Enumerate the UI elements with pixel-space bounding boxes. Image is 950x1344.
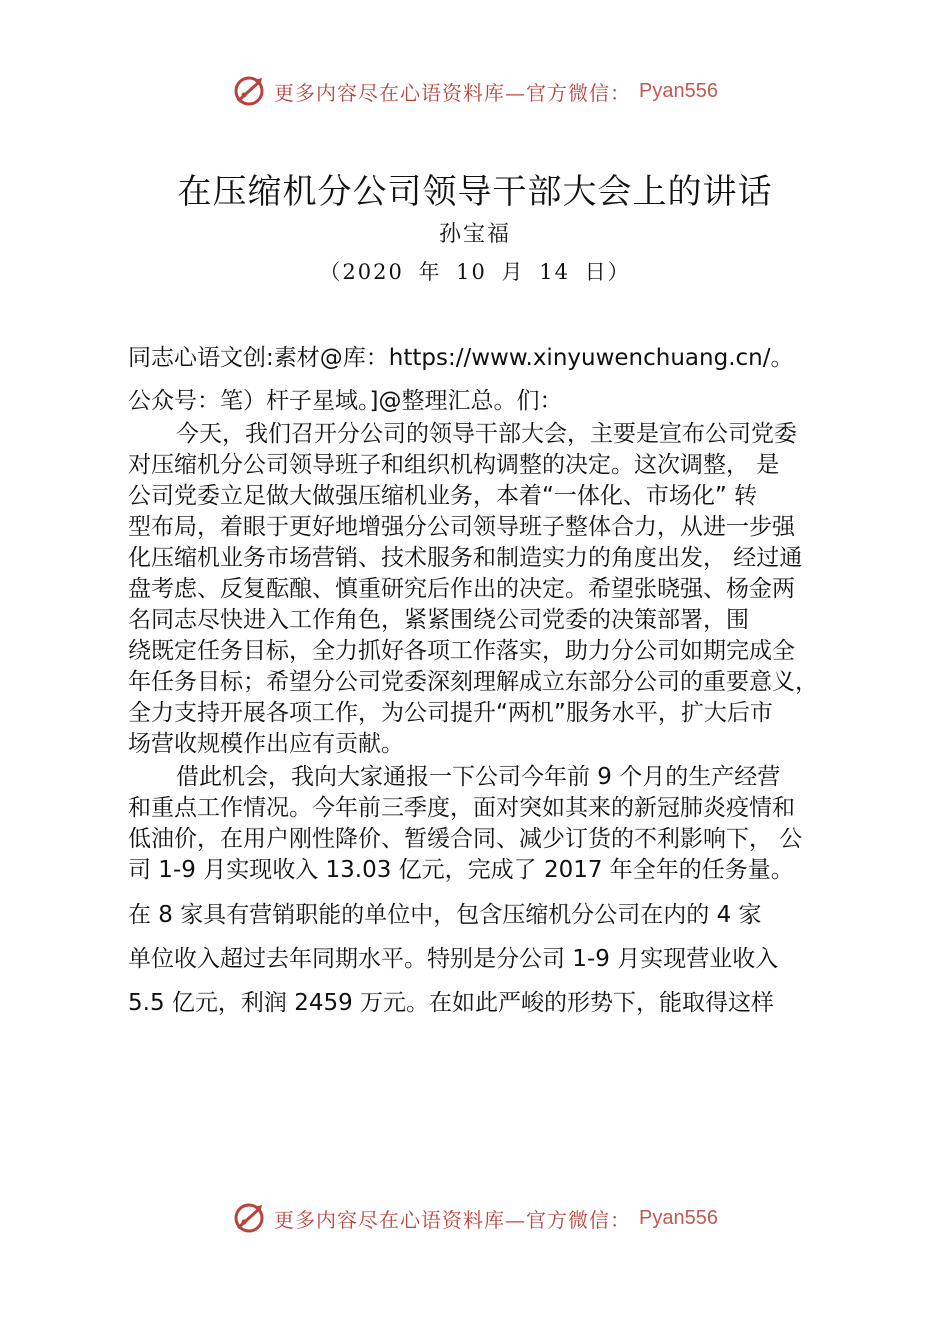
paragraph-line: 对压缩机分公司领导班子和组织机构调整的决定。这次调整， 是: [128, 452, 780, 478]
document-date: （2020 年 10 月 14 日）: [319, 260, 631, 284]
brush-logo-icon: [232, 74, 266, 108]
paragraph-line: 公司党委立足做大做强压缩机业务，本着“一体化、市场化” 转: [128, 483, 758, 509]
paragraph-line: 司 1-9 月实现收入 13.03 亿元，完成了 2017 年全年的任务量。: [128, 857, 794, 883]
watermark-wechat-id: Pyan556: [639, 79, 718, 102]
brush-logo-icon: [232, 1201, 266, 1235]
paragraph-line: 场营收规模作出应有贡献。: [128, 731, 404, 757]
watermark-text: 更多内容尽在心语资料库—官方微信：: [274, 1207, 632, 1232]
paragraph-1: [128, 419, 848, 760]
paragraph-line: 型布局，着眼于更好地增强分公司领导班子整体合力，从进一步强: [128, 514, 795, 540]
paragraph-line: 单位收入超过去年同期水平。特别是分公司 1-9 月实现营业收入: [128, 946, 779, 972]
paragraph-line: 年任务目标；希望分公司党委深刻理解成立东部分公司的重要意义，: [128, 669, 818, 695]
paragraph-line: 今天，我们召开分公司的领导干部大会，主要是宣布公司党委: [176, 421, 797, 447]
paragraph-line: 盘考虑、反复酝酿、慎重研究后作出的决定。希望张晓强、杨金两: [128, 576, 795, 602]
paragraph-2: [128, 762, 848, 886]
paragraph-line: 化压缩机业务市场营销、技术服务和制造实力的角度出发， 经过通: [128, 545, 803, 571]
watermark-top: [0, 74, 950, 108]
watermark-bottom: [0, 1201, 950, 1235]
watermark-wechat-id: Pyan556: [639, 1206, 718, 1229]
watermark-text: 更多内容尽在心语资料库—官方微信：: [274, 80, 632, 105]
paragraph-line: 全力支持开展各项工作，为公司提升“两机”服务水平，扩大后市: [128, 700, 773, 726]
paragraph-line: 低油价，在用户刚性降价、暂缓合同、减少订货的不利影响下， 公: [128, 826, 803, 852]
document-author: 孙宝福: [438, 222, 511, 247]
paragraph-line: 和重点工作情况。今年前三季度，面对突如其来的新冠肺炎疫情和: [128, 795, 795, 821]
paragraph-line: 在 8 家具有营销职能的单位中，包含压缩机分公司在内的 4 家: [128, 902, 762, 928]
site-line: 同志心语文创:素材@库：https://www.xinyuwenchuang.cn/。: [128, 345, 794, 371]
paragraph-line: 借此机会，我向大家通报一下公司今年前 9 个月的生产经营: [176, 764, 781, 790]
document-title: 在压缩机分公司领导干部大会上的讲话: [177, 172, 773, 212]
paragraph-line: 绕既定任务目标，全力抓好各项工作落实，助力分公司如期完成全: [128, 638, 795, 664]
paragraph-line: 5.5 亿元，利润 2459 万元。在如此严峻的形势下，能取得这样: [128, 990, 775, 1016]
public-account-line: 公众号：笔）杆子星域。]@整理汇总。们：: [128, 388, 563, 414]
paragraph-line: 名同志尽快进入工作角色，紧紧围绕公司党委的决策部署，围: [128, 607, 749, 633]
